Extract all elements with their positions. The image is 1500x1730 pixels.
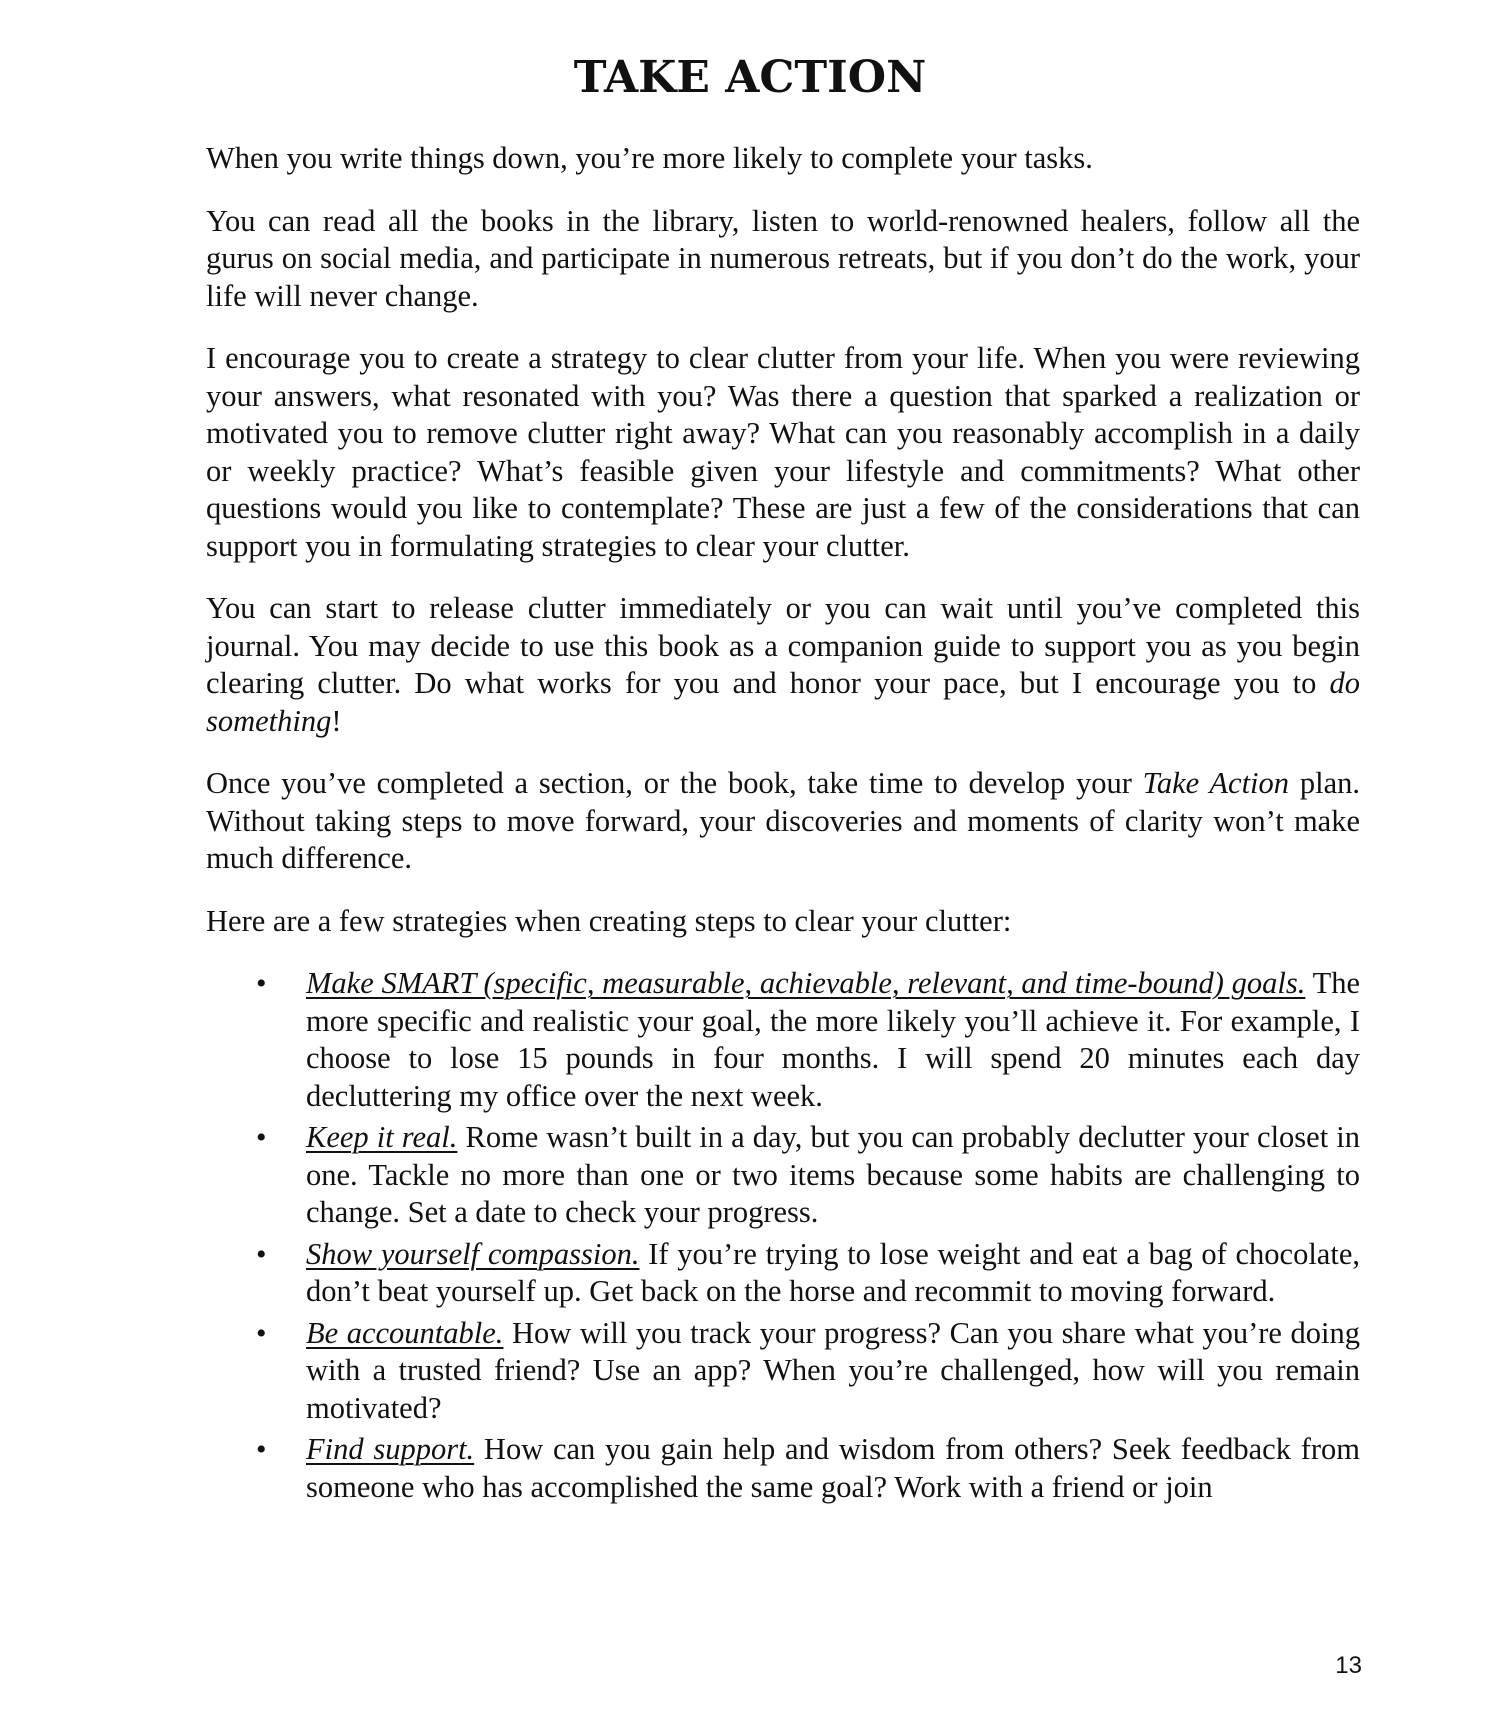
emphasis-do-something: do something [206,666,1360,738]
strategy-body: Rome wasn’t built in a day, but you can probably declutter your closet in one. Tackle no more than one or two items because some habits are challenging to change. Set a date to check your progress. [306,1120,1360,1229]
paragraph-write-things-down: When you write things down, you’re more likely to complete your tasks. [206,141,1093,175]
paragraph-strategy: I encourage you to create a strategy to clear clutter from your life. When you were reviewing your answers, what resonated with you? Was there a question that sparked a realization or motivated you to remove clutter right away? What can you reasonably accomplish in a daily or weekly practice? What’s feasible given your lifestyle and commitments? What other questions would you like to contemplate? These are just a few of the considerations that can support you in formulating strategies to clear your clutter. [206,341,1360,563]
paragraph-take-action-plan-end: plan. Without taking steps to move forward, your discoveries and moments of clarity won’t make much difference. [206,766,1360,875]
bullet-icon: • [256,1121,267,1154]
paragraph-do-the-work: You can read all the books in the library, listen to world-renowned healers, follow all the gurus on social media, and participate in numerous retreats, but if you don’t do the work, your life will never change. [206,203,1360,313]
strategy-lead: Make SMART (specific, measurable, achievable, relevant, and time-bound) goals. [306,966,1306,1000]
list-item [206,1119,1360,1232]
paragraph-take-action-plan [206,765,1360,878]
strategies-list [206,965,1360,1506]
emphasis-take-action: Take Action [1142,766,1290,800]
list-item [206,1315,1360,1428]
bullet-icon: • [256,1433,267,1466]
strategy-lead: Show yourself compassion. [306,1236,640,1271]
strategy-body: How can you gain help and wisdom from others? Seek feedback from someone who has accomplished the same goal? Work with a friend or join [306,1432,1360,1504]
body-content [206,140,1360,1510]
paragraph-release-clutter [206,590,1360,740]
paragraph-release-clutter-end: ! [331,703,342,738]
strategy-body: How will you track your progress? Can you share what you’re doing with a trusted friend? Use an app? When you’re challenged, how will you remain motivated? [306,1315,1360,1425]
strategy-body: If you’re trying to lose weight and eat a bag of chocolate, don’t beat yourself up. Get back on the horse and recommit to moving forward. [306,1236,1360,1308]
bullet-icon: • [256,967,267,1000]
list-item [206,1431,1360,1506]
page-number: 13 [1335,1652,1362,1679]
strategy-lead: Keep it real. [306,1120,458,1154]
list-item [206,965,1360,1115]
strategy-lead: Find support. [306,1432,475,1466]
strategy-body: The more specific and realistic your goal, the more likely you’ll achieve it. For example, I choose to lose 15 pounds in four months. I will spend 20 minutes each day decluttering my office over the next week. [306,966,1360,1113]
paragraph-release-clutter-text: You can start to release clutter immediately or you can wait until you’ve completed this journal. You may decide to use this book as a companion guide to support you as you begin clearing clutter. Do what works for you and honor your pace, but I encourage you to [206,591,1360,700]
bullet-icon: • [256,1237,267,1271]
list-item [206,1236,1360,1311]
paragraph-take-action-plan-text: Once you’ve completed a section, or the book, take time to develop your [206,766,1143,800]
strategy-lead: Be accountable. [306,1315,504,1350]
page-title: TAKE ACTION [573,52,927,103]
paragraph-strategies-intro: Here are a few strategies when creating steps to clear your clutter: [206,903,1012,938]
bullet-icon: • [256,1316,267,1350]
